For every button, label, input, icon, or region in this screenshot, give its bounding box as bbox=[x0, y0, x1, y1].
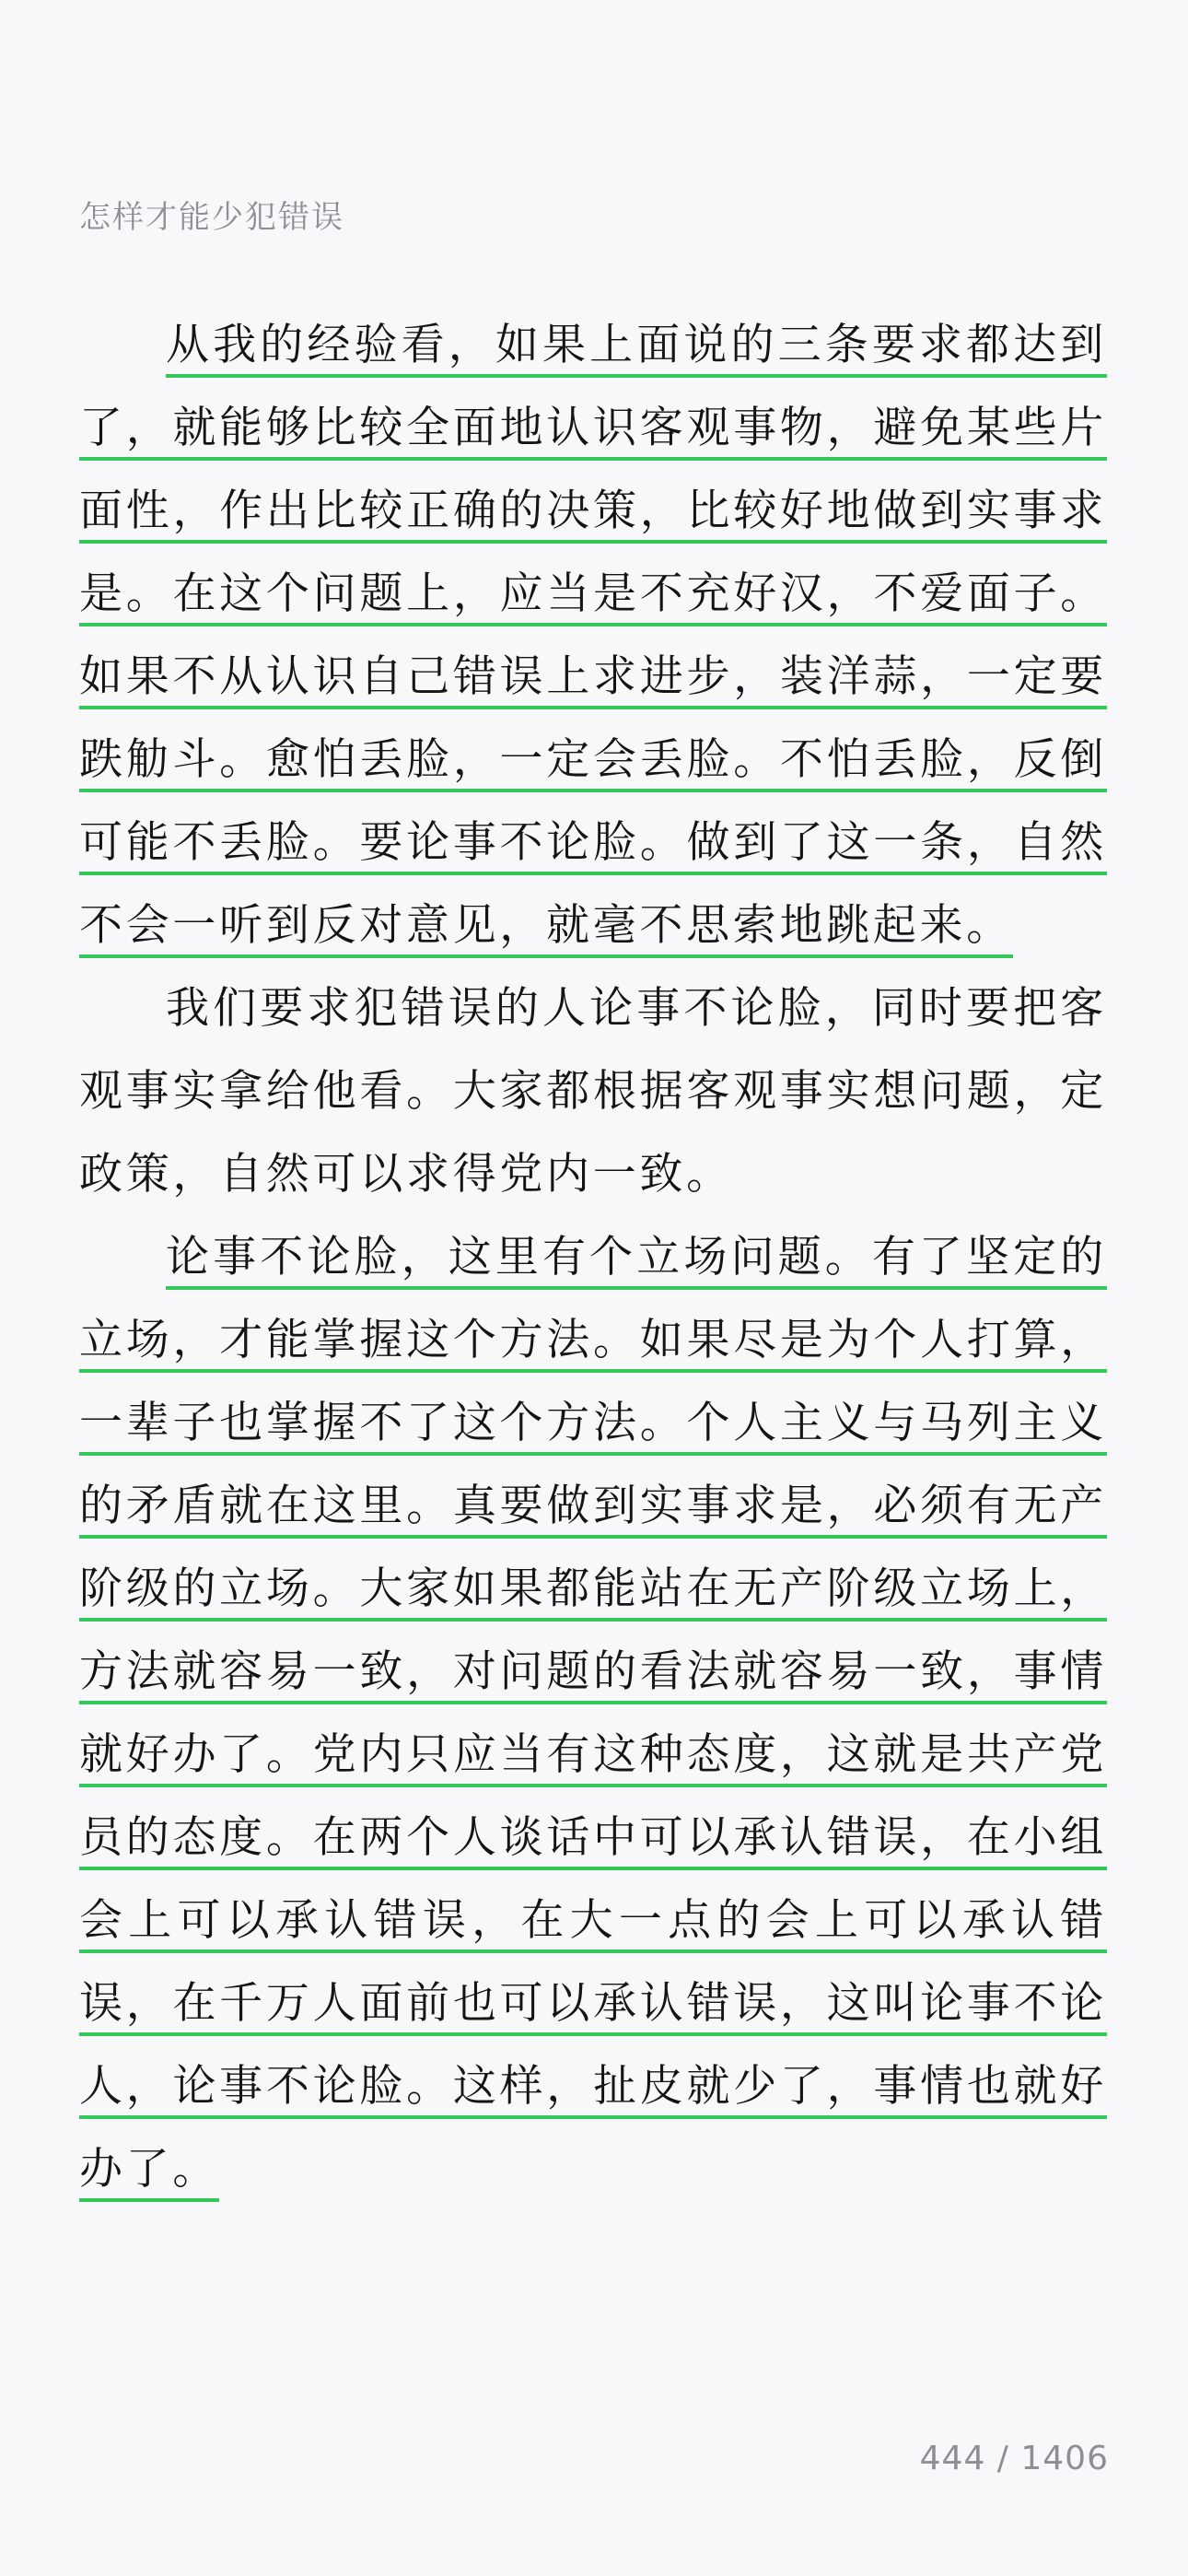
highlight-3[interactable]: 论事不论脸，这里有个立场问题。有了坚定的立场，才能掌握这个方法。如果尽是为个人打算，一辈子也掌握不了这个方法。个人主义与马列主义的矛盾就在这里。真要做到实事求是，必须有无产阶级的立场。大家如果都能站在无产阶级立场上，方法就容易一致，对问题的看法就容易一致，事情就好办了。党内只应当有这种态度，这就是共产党员的态度。在两个人谈话中可以承认错误，在小组会上可以承认错误，在大一点的会上可以承认错误，在千万人面前也可以承认错误，这叫论事不论人，论事不论脸。这样，扯皮就少了，事情也就好办了。 bbox=[79, 1232, 1107, 2195]
page-indicator: 444 / 1406 bbox=[919, 2440, 1109, 2477]
chapter-title: 怎样才能少犯错误 bbox=[79, 199, 344, 236]
highlight-1[interactable]: 从我的经验看，如果上面说的三条要求都达到了，就能够比较全面地认识客观事物，避免某些片面性，作出比较正确的决策，比较好地做到实事求是。在这个问题上，应当是不充好汉，不爱面子。如果不从认识自己错误上求进步，装洋蒜，一定要跌觔斗。愈怕丢脸，一定会丢脸。不怕丢脸，反倒可能不丢脸。要论事不论脸。做到了这一条，自然不会一听到反对意见，就毫不思索地跳起来。 bbox=[79, 320, 1107, 951]
paragraph-1[interactable] bbox=[79, 304, 1107, 967]
paragraph-3[interactable] bbox=[79, 1216, 1107, 2211]
reading-content[interactable] bbox=[79, 304, 1107, 2211]
paragraph-2[interactable] bbox=[79, 967, 1107, 1216]
paragraph-2-text: 我们要求犯错误的人论事不论脸，同时要把客观事实拿给他看。大家都根据客观事实想问题，定政策，自然可以求得党内一致。 bbox=[79, 983, 1107, 1200]
